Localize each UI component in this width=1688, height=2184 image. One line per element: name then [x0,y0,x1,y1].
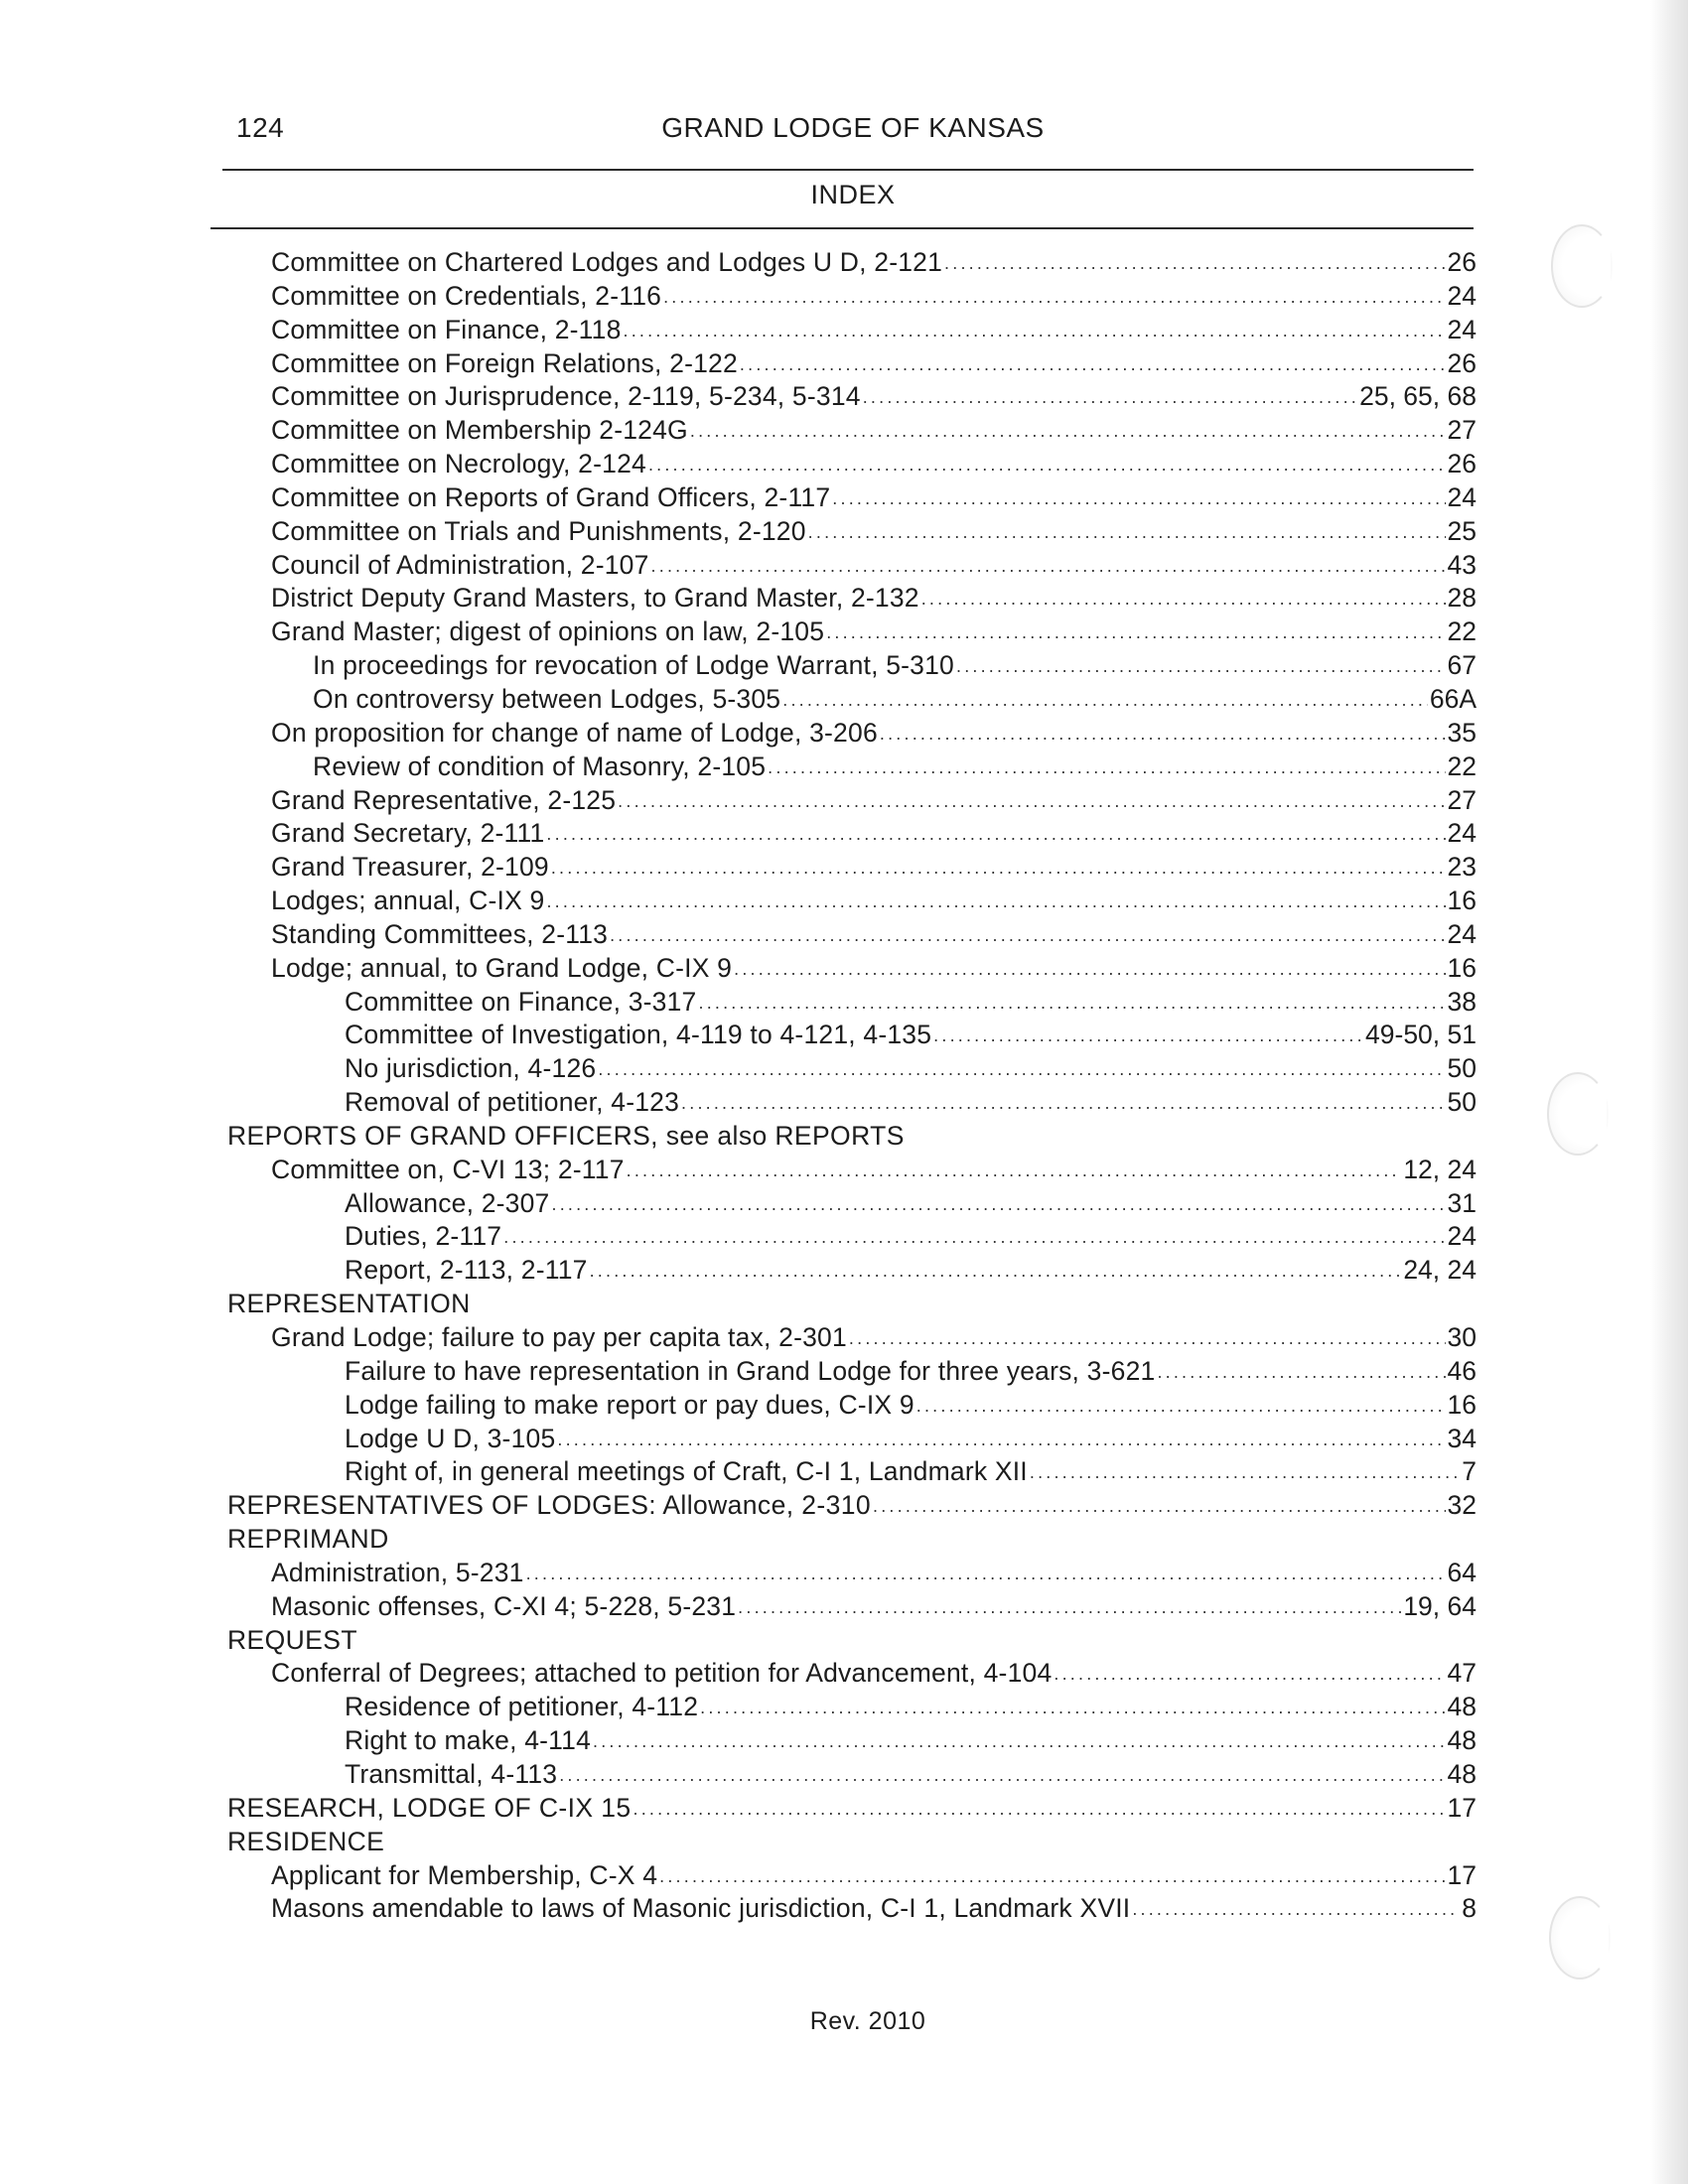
entry-label: Standing Committees, 2-113 [271,918,609,949]
entry-page-numbers: 26 [1447,247,1477,277]
index-entry [271,314,1688,347]
dot-leader [740,348,1446,382]
index-entry [271,414,1688,448]
dot-leader [826,616,1445,650]
index-entry [271,280,1688,314]
entry-page-numbers: 16 [1447,952,1477,983]
entry-label: Failure to have representation in Grand Lodge for three years, 3-621 [345,1355,1156,1386]
entry-page-numbers: 25 [1447,515,1477,546]
dot-leader [648,449,1446,482]
entry-label: RESEARCH, LODGE OF C-IX 15 [227,1792,632,1823]
entry-label: In proceedings for revocation of Lodge Warrant, 5-310 [313,650,954,681]
entry-label: Duties, 2-117 [345,1221,502,1252]
entry-page-numbers: 8 [1462,1893,1477,1924]
entry-label: Grand Lodge; failure to pay per capita tax, 2-301 [271,1322,847,1352]
section-title: INDEX [810,180,896,209]
entry-page-numbers: 24 [1447,818,1477,849]
dot-leader [832,482,1445,516]
dot-leader [659,1860,1445,1894]
entry-label: On proposition for change of name of Lodge, 3-206 [271,717,878,748]
entry-label: No jurisdiction, 4-126 [345,1053,597,1084]
dot-leader [633,1793,1446,1827]
entry-page-numbers: 26 [1447,347,1477,378]
index-entry [271,1321,1688,1355]
entry-label: Council of Administration, 2-107 [271,549,649,580]
dot-leader [546,818,1445,852]
index-entry [345,1220,1688,1254]
dot-leader [699,987,1446,1021]
entry-label: Administration, 5-231 [271,1557,524,1587]
entry-page-numbers: 26 [1447,449,1477,479]
index-heading [227,1792,1688,1826]
dot-leader [734,953,1445,987]
entry-page-numbers: 25, 65, 68 [1359,381,1477,412]
entry-label: Lodge failing to make report or pay dues, C-IX 9 [345,1389,914,1420]
entry-label: On controversy between Lodges, 5-305 [313,683,781,714]
dot-leader [1157,1356,1445,1390]
dot-leader [526,1558,1446,1591]
entry-page-numbers: 32 [1447,1490,1477,1521]
entry-label: Committee on Foreign Relations, 2-122 [271,347,738,378]
entry-page-numbers: 24 [1447,1221,1477,1252]
dot-leader [503,1221,1445,1255]
entry-page-numbers: 16 [1447,886,1477,916]
entry-label: REPRESENTATION [227,1289,471,1319]
entry-page-numbers: 43 [1447,549,1477,580]
entry-label: Committee on Trials and Punishments, 2-120 [271,515,806,546]
index-entry [271,347,1688,381]
entry-page-numbers: 24 [1447,481,1477,512]
dot-leader [1030,1456,1460,1490]
entry-label: Masons amendable to laws of Masonic jurisdiction, C-I 1, Landmark XVII [271,1893,1131,1924]
page-edge-shadow [1650,0,1688,2184]
entry-label: Review of condition of Masonry, 2-105 [313,751,767,781]
dot-leader [956,650,1446,684]
index-heading [227,1489,1688,1523]
entry-page-numbers: 27 [1447,784,1477,815]
entry-page-numbers: 24 [1447,918,1477,949]
index-entry [271,952,1688,986]
dot-leader [598,1053,1445,1087]
index-entry [345,1019,1688,1052]
dot-leader [1054,1658,1445,1692]
entry-label: Conferral of Degrees; attached to petition for Advancement, 4-104 [271,1658,1053,1689]
entry-page-numbers: 27 [1447,415,1477,446]
entry-label: Committee on Credentials, 2-116 [271,280,662,311]
dot-leader [916,1390,1446,1424]
entry-label: Right of, in general meetings of Craft, C-I 1, Landmark XII [345,1456,1028,1487]
entry-label: Grand Treasurer, 2-109 [271,852,549,883]
binder-hole-middle [1547,1072,1609,1156]
dot-leader [618,785,1445,819]
dot-leader [551,852,1446,886]
entry-label: RESIDENCE [227,1826,385,1856]
index-entry [345,1758,1688,1792]
entry-label: REPORTS OF GRAND OFFICERS, see also REPORTS [227,1120,905,1151]
dot-leader [624,315,1446,348]
entry-label: Report, 2-113, 2-117 [345,1255,588,1286]
index-entry [313,649,1688,683]
dot-leader [663,281,1445,315]
entry-label: Grand Master; digest of opinions on law, 2-105 [271,616,825,647]
index-entry [345,1423,1688,1456]
index-entry [271,784,1688,818]
index-entry [313,683,1688,717]
index-entry [271,615,1688,649]
entry-page-numbers: 64 [1447,1557,1477,1587]
index-entry [345,1187,1688,1221]
dot-leader [849,1322,1446,1356]
dot-leader [546,886,1445,919]
entry-label: Lodge U D, 3-105 [345,1423,556,1453]
entry-label: Masonic offenses, C-XI 4; 5-228, 5-231 [271,1590,737,1621]
dot-leader [738,1591,1401,1625]
entry-label: REPRESENTATIVES OF LODGES: Allowance, 2-310 [227,1490,872,1521]
index-heading [227,1523,1688,1557]
index-entry [271,918,1688,952]
entry-page-numbers: 28 [1447,583,1477,614]
entry-label: Committee on Finance, 2-118 [271,314,622,344]
index-entry [271,1859,1688,1893]
entry-page-numbers: 19, 64 [1403,1590,1477,1621]
entry-page-numbers: 24, 24 [1403,1255,1477,1286]
entry-page-numbers: 46 [1447,1355,1477,1386]
dot-leader [873,1490,1445,1524]
entry-label: Lodges; annual, C-IX 9 [271,886,545,916]
index-entry [271,481,1688,515]
index-entry [271,448,1688,481]
entry-label: Committee on Reports of Grand Officers, 2-117 [271,481,831,512]
revision-footer: Rev. 2010 [809,2007,926,2035]
entry-label: Lodge; annual, to Grand Lodge, C-IX 9 [271,952,733,983]
entry-label: Committee on Membership 2-124G [271,415,688,446]
index-entry [271,885,1688,918]
index-heading [227,1120,1688,1154]
entry-page-numbers: 48 [1447,1692,1477,1722]
dot-leader [700,1692,1445,1725]
entry-page-numbers: 30 [1447,1322,1477,1352]
dot-leader [768,751,1445,785]
entry-page-numbers: 38 [1447,986,1477,1017]
entry-label: Committee on Chartered Lodges and Lodges U D, 2-121 [271,247,943,277]
dot-leader [880,718,1446,751]
entry-page-numbers: 22 [1447,751,1477,781]
entry-label: Grand Representative, 2-125 [271,784,617,815]
entry-label: REPRIMAND [227,1524,389,1555]
entry-page-numbers: 7 [1462,1456,1477,1487]
index-entry [271,1657,1688,1691]
index-entry [345,1724,1688,1758]
index-entry [271,851,1688,885]
dot-leader [944,247,1445,281]
entry-label: Committee of Investigation, 4-119 to 4-121, 4-135 [345,1020,932,1050]
index-entry [271,246,1688,280]
index-entry [345,1355,1688,1389]
index-entry [271,380,1688,414]
dot-leader [557,1424,1445,1457]
index-entry [271,1154,1688,1187]
entry-label: Committee on Finance, 3-317 [345,986,697,1017]
entry-label: Right to make, 4-114 [345,1725,592,1756]
dot-leader [921,583,1446,616]
entry-page-numbers: 24 [1447,314,1477,344]
index-entry [345,1389,1688,1423]
running-head: GRAND LODGE OF KANSAS [661,112,1045,143]
index-entry [271,717,1688,751]
dot-leader [593,1725,1445,1759]
dot-leader [933,1020,1363,1053]
index-entry [271,549,1688,583]
binder-hole-bottom [1549,1896,1611,1979]
entry-label: Committee on Jurisprudence, 2-119, 5-234, 5-314 [271,381,861,412]
entry-page-numbers: 47 [1447,1658,1477,1689]
entry-page-numbers: 17 [1447,1792,1477,1823]
dot-leader [1132,1893,1460,1927]
dot-leader [590,1255,1402,1289]
entry-page-numbers: 22 [1447,616,1477,647]
entry-page-numbers: 24 [1447,280,1477,311]
index-entry [271,1590,1688,1624]
entry-page-numbers: 12, 24 [1403,1154,1477,1184]
index-list [0,246,1688,1926]
dot-leader [690,415,1446,449]
entry-page-numbers: 48 [1447,1725,1477,1756]
entry-label: Applicant for Membership, C-X 4 [271,1859,658,1890]
dot-leader [552,1188,1446,1222]
dot-leader [681,1087,1445,1121]
bottom-rule [211,227,1474,229]
index-heading [227,1288,1688,1321]
dot-leader [651,550,1446,584]
entry-page-numbers: 48 [1447,1758,1477,1789]
index-entry [345,1691,1688,1724]
entry-page-numbers: 50 [1447,1087,1477,1118]
index-heading [227,1826,1688,1859]
entry-label: Committee on Necrology, 2-124 [271,449,646,479]
entry-page-numbers: 67 [1447,650,1477,681]
index-entry [271,817,1688,851]
entry-label: Grand Secretary, 2-111 [271,818,545,849]
entry-label: District Deputy Grand Masters, to Grand Master, 2-132 [271,583,919,614]
index-entry [345,1086,1688,1120]
entry-label: Transmittal, 4-113 [345,1758,558,1789]
index-entry [271,1557,1688,1590]
top-rule [222,169,1474,171]
index-entry [313,751,1688,784]
entry-page-numbers: 31 [1447,1187,1477,1218]
entry-page-numbers: 17 [1447,1859,1477,1890]
entry-page-numbers: 50 [1447,1053,1477,1084]
entry-label: Allowance, 2-307 [345,1187,550,1218]
dot-leader [559,1759,1445,1793]
index-entry [271,582,1688,615]
entry-label: Removal of petitioner, 4-123 [345,1087,680,1118]
index-entry [345,1455,1688,1489]
entry-page-numbers: 23 [1447,852,1477,883]
dot-leader [627,1155,1402,1188]
entry-page-numbers: 16 [1447,1389,1477,1420]
entry-label: REQUEST [227,1624,357,1655]
index-heading [227,1624,1688,1658]
index-entry [345,1052,1688,1086]
binder-hole-top [1551,224,1613,308]
dot-leader [782,684,1428,718]
entry-page-numbers: 49-50, 51 [1365,1020,1477,1050]
entry-page-numbers: 35 [1447,717,1477,748]
page-number: 124 [236,112,285,143]
dot-leader [808,516,1446,550]
entry-page-numbers: 34 [1447,1423,1477,1453]
index-entry [345,986,1688,1020]
entry-label: Residence of petitioner, 4-112 [345,1692,699,1722]
index-entry [271,1892,1688,1926]
dot-leader [610,919,1445,953]
entry-label: Committee on, C-VI 13; 2-117 [271,1154,625,1184]
dot-leader [863,381,1357,415]
entry-page-numbers: 66A [1429,683,1477,714]
index-entry [271,515,1688,549]
index-entry [345,1254,1688,1288]
